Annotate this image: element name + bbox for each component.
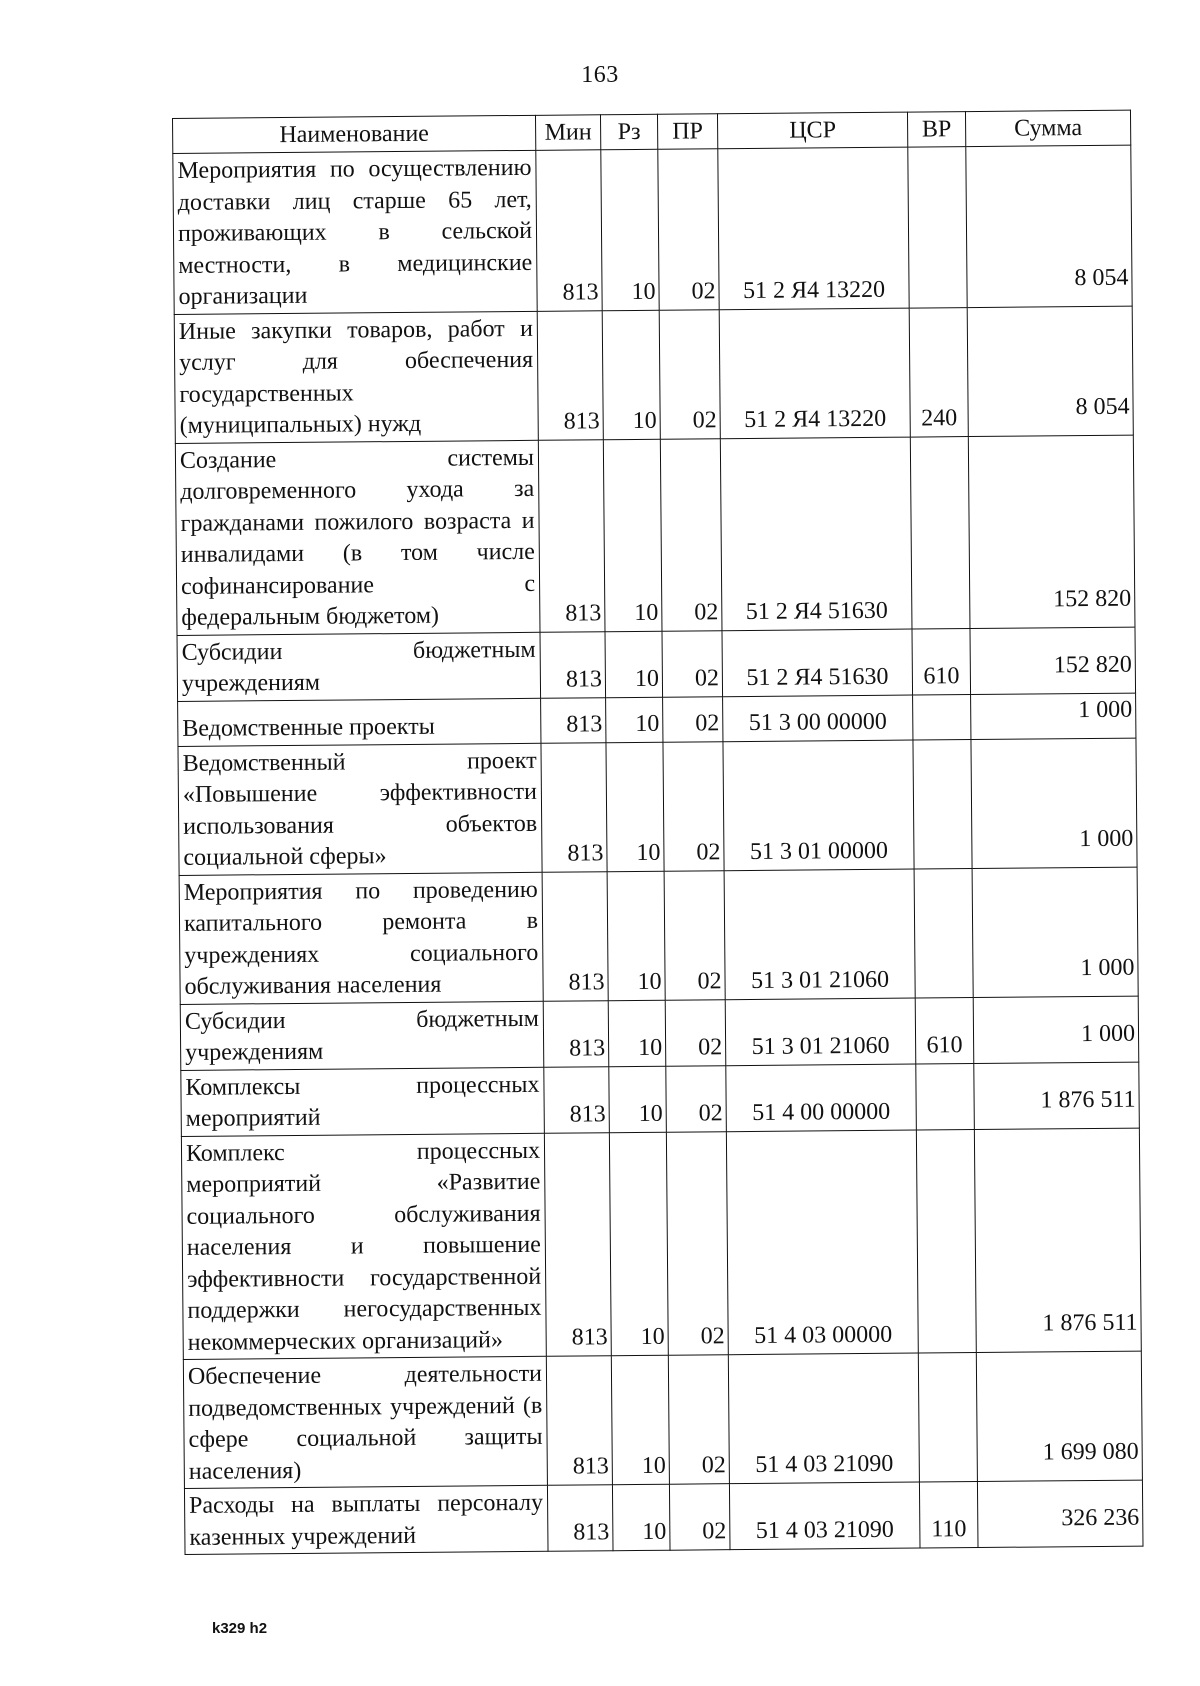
cell-name: Обеспечение деятельности подведомственных учреждений (в сфере социальной защиты населения) <box>183 1356 547 1488</box>
header-pr: ПР <box>657 114 717 150</box>
cell-csr: 51 4 03 21090 <box>728 1353 919 1484</box>
table-row <box>181 1128 1141 1360</box>
cell-vr: 110 <box>919 1482 978 1549</box>
cell-pr: 02 <box>662 630 723 697</box>
cell-min: 813 <box>541 742 607 872</box>
cell-rz: 10 <box>603 439 662 631</box>
cell-min: 813 <box>542 871 608 1001</box>
cell-name: Расходы на выплаты персоналу казенных учреждений <box>184 1485 548 1554</box>
cell-vr: 610 <box>915 997 974 1064</box>
cell-sum: 8 054 <box>967 306 1133 436</box>
cell-min: 813 <box>538 439 605 632</box>
cell-vr <box>916 1063 975 1130</box>
cell-rz: 10 <box>601 149 659 310</box>
header-csr: ЦСР <box>717 112 907 149</box>
cell-csr: 51 4 03 00000 <box>726 1130 918 1355</box>
cell-name: Комплекс процессных мероприятий «Развитие социального обслуживания населения и повышение эффективности государственной поддержки негосударственных некоммерческих организаций» <box>181 1133 546 1360</box>
cell-min: 813 <box>547 1485 613 1552</box>
cell-sum: 8 054 <box>966 145 1132 307</box>
cell-sum: 326 236 <box>977 1480 1143 1547</box>
cell-name: Иные закупки товаров, работ и услуг для обеспечения государственных (муниципальных) нужд <box>174 311 538 443</box>
cell-name: Мероприятия по проведению капитального ремонта в учреждениях социального обслуживания населения <box>179 872 543 1004</box>
cell-rz: 10 <box>611 1355 669 1484</box>
table-row <box>174 306 1133 443</box>
table-body <box>173 145 1143 1554</box>
cell-csr: 51 2 Я4 13220 <box>718 147 909 309</box>
cell-csr: 51 3 01 21060 <box>725 998 916 1066</box>
cell-min: 813 <box>537 310 603 440</box>
cell-sum: 1 000 <box>971 693 1136 739</box>
cell-min: 813 <box>541 697 606 743</box>
cell-sum: 152 820 <box>968 435 1135 628</box>
cell-name: Комплексы процессных мероприятий <box>181 1067 545 1136</box>
cell-pr: 02 <box>663 696 723 742</box>
cell-rz: 10 <box>606 742 664 871</box>
cell-csr: 51 2 Я4 51630 <box>720 437 912 631</box>
cell-sum: 1 000 <box>973 996 1139 1063</box>
cell-sum: 1 876 511 <box>974 1062 1140 1129</box>
cell-sum: 152 820 <box>970 627 1136 694</box>
cell-pr: 02 <box>660 438 722 631</box>
cell-min: 813 <box>543 1000 609 1067</box>
cell-rz: 10 <box>609 1132 668 1356</box>
table-row <box>179 867 1138 1004</box>
cell-rz: 10 <box>606 697 663 742</box>
cell-csr: 51 3 01 00000 <box>723 740 914 871</box>
cell-csr: 51 2 Я4 13220 <box>719 308 910 439</box>
cell-sum: 1 699 080 <box>976 1351 1142 1481</box>
cell-name: Ведомственные проекты <box>178 698 541 746</box>
cell-pr: 02 <box>665 999 726 1066</box>
cell-pr: 02 <box>664 870 725 1000</box>
header-sum: Сумма <box>965 110 1130 146</box>
table-row <box>183 1351 1142 1488</box>
cell-vr <box>910 436 970 628</box>
cell-min: 813 <box>536 150 602 311</box>
cell-sum: 1 000 <box>971 738 1137 868</box>
header-rz: Рз <box>600 114 657 149</box>
table-row <box>178 738 1137 875</box>
table-row <box>175 435 1135 635</box>
cell-vr: 240 <box>909 307 968 437</box>
header-vr: ВР <box>907 112 965 148</box>
cell-csr: 51 4 00 00000 <box>726 1064 917 1132</box>
cell-vr <box>914 868 973 998</box>
cell-rz: 10 <box>608 1000 666 1066</box>
cell-rz: 10 <box>605 631 663 697</box>
cell-pr: 02 <box>663 741 724 871</box>
footer-code: k329 h2 <box>212 1620 268 1637</box>
cell-pr: 02 <box>669 1484 730 1551</box>
cell-pr: 02 <box>659 309 720 439</box>
cell-pr: 02 <box>668 1355 729 1485</box>
table-row <box>180 996 1139 1070</box>
budget-table-container <box>172 110 1143 1555</box>
cell-pr: 02 <box>666 1131 728 1355</box>
cell-vr <box>908 147 967 308</box>
table-row <box>177 627 1136 701</box>
cell-min: 813 <box>546 1356 612 1486</box>
page-number: 163 <box>581 62 619 88</box>
cell-vr <box>913 694 971 740</box>
cell-vr <box>913 739 972 869</box>
header-name: Наименование <box>173 115 536 153</box>
header-min: Мин <box>535 115 600 151</box>
cell-name: Мероприятия по осуществлению доставки лиц старше 65 лет, проживающих в сельской местности, в медицинские организации <box>173 150 537 314</box>
cell-name: Создание системы долговременного ухода за гражданами пожилого возраста и инвалидами (в том числе софинансирование с федеральным бюджетом) <box>175 440 540 635</box>
cell-csr: 51 3 01 21060 <box>724 869 915 1000</box>
cell-rz: 10 <box>612 1484 670 1550</box>
table-row <box>173 145 1132 314</box>
cell-sum: 1 876 511 <box>974 1128 1141 1353</box>
cell-min: 813 <box>540 631 606 698</box>
cell-csr: 51 2 Я4 51630 <box>722 629 913 697</box>
cell-min: 813 <box>544 1066 610 1133</box>
cell-rz: 10 <box>602 310 660 439</box>
cell-csr: 51 4 03 21090 <box>729 1482 920 1550</box>
cell-name: Субсидии бюджетным учреждениям <box>177 632 541 701</box>
cell-csr: 51 3 00 00000 <box>723 695 913 742</box>
cell-min: 813 <box>544 1132 611 1356</box>
cell-sum: 1 000 <box>972 867 1138 997</box>
budget-table <box>172 110 1144 1555</box>
cell-vr <box>916 1129 976 1353</box>
cell-rz: 10 <box>609 1066 667 1132</box>
cell-vr <box>918 1353 977 1483</box>
cell-rz: 10 <box>607 871 665 1000</box>
cell-name: Ведомственный проект «Повышение эффективности использования объектов социальной сферы» <box>178 743 542 875</box>
table-row <box>181 1062 1140 1136</box>
cell-pr: 02 <box>658 149 719 310</box>
cell-name: Субсидии бюджетным учреждениям <box>180 1001 544 1070</box>
cell-vr: 610 <box>912 628 971 695</box>
table-row <box>184 1480 1143 1554</box>
cell-pr: 02 <box>666 1065 727 1132</box>
